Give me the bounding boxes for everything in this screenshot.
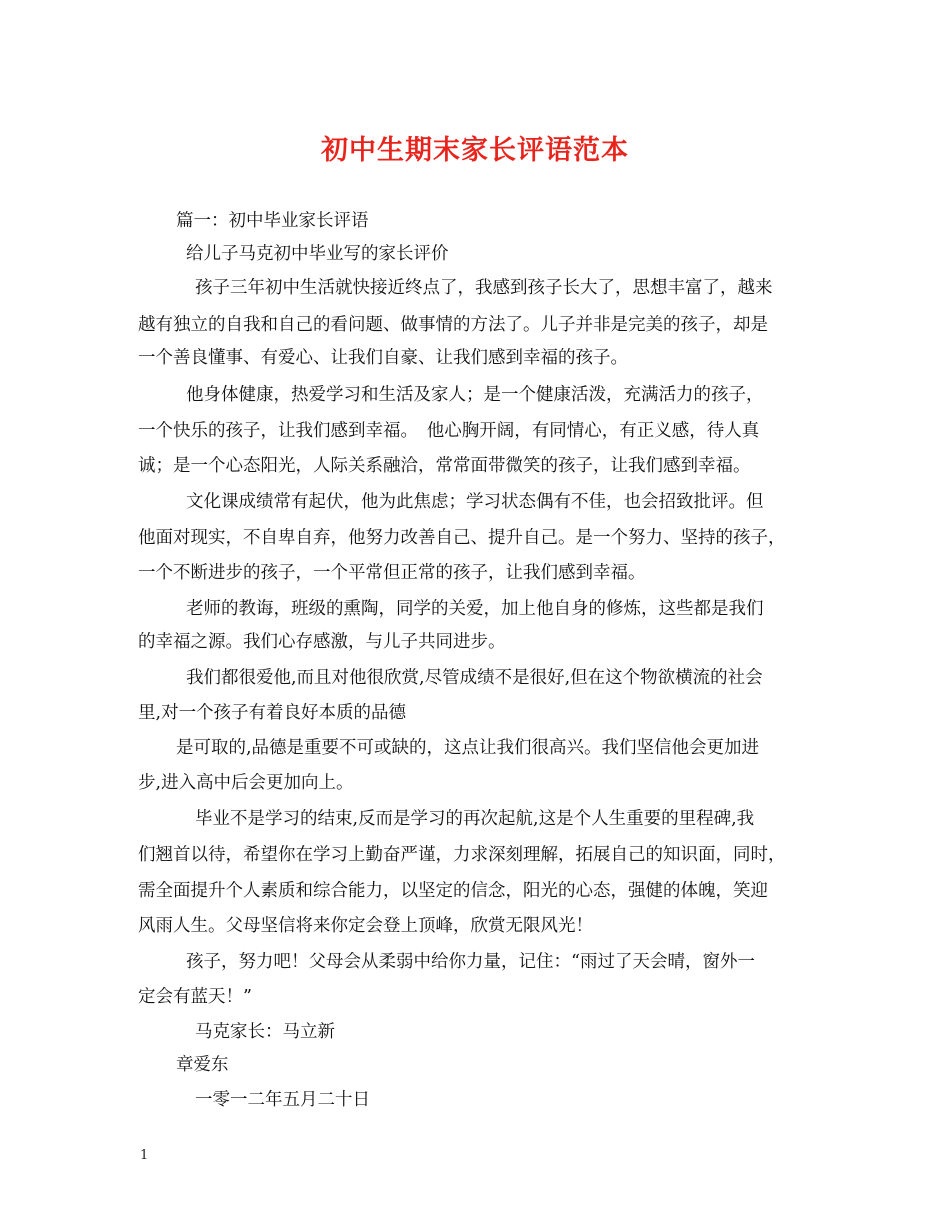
paragraph-line: 一个善良懂事、有爱心、让我们自豪、让我们感到幸福的孩子。 (138, 348, 628, 368)
paragraph-line: 一个快乐的孩子，让我们感到幸福。 他心胸开阔，有同情心，有正义感，待人真 (138, 421, 760, 441)
paragraph-line: 文化课成绩常有起伏，他为此焦虑；学习状态偶有不佳，也会招致批评。但 (186, 492, 764, 512)
paragraph-line: 他面对现实，不自卑自弃，他努力改善自己、提升自己。是一个努力、坚持的孩子， (138, 528, 786, 548)
document-title: 初中生期末家长评语范本 (321, 135, 629, 166)
paragraph-line: 老师的教诲，班级的熏陶，同学的关爱，加上他自身的修炼，这些都是我们 (186, 599, 764, 619)
paragraph-line: 需全面提升个人素质和综合能力，以坚定的信念，阳光的心态，强健的体魄，笑迎 (138, 881, 768, 901)
signature-name: 章爱东 (176, 1055, 229, 1075)
section-heading: 篇一：初中毕业家长评语 (176, 211, 369, 231)
paragraph-line: 步,进入高中后会更加向上。 (138, 773, 354, 793)
paragraph-line: 定会有蓝天！” (138, 987, 252, 1007)
paragraph-line: 一个不断进步的孩子，一个平常但正常的孩子，让我们感到幸福。 (138, 563, 646, 583)
paragraph-line: 孩子三年初中生活就快接近终点了，我感到孩子长大了，思想丰富了，越来 (195, 278, 773, 298)
paragraph-line: 我们都很爱他,而且对他很欣赏,尽管成绩不是很好,但在这个物欲横流的社会 (186, 668, 763, 688)
paragraph-line: 里,对一个孩子有着良好本质的品德 (138, 703, 407, 723)
paragraph-line: 孩子，努力吧！父母会从柔弱中给你力量，记住：“雨过了天会晴，窗外一 (186, 952, 755, 972)
paragraph-line: 他身体健康，热爱学习和生活及家人；是一个健康活泼，充满活力的孩子， (186, 385, 764, 405)
paragraph-line: 越有独立的自我和自己的看问题、做事情的方法了。儿子并非是完美的孩子，却是 (138, 315, 768, 335)
subheading: 给儿子马克初中毕业写的家长评价 (186, 244, 449, 264)
paragraph-line: 的幸福之源。我们心存感激，与儿子共同进步。 (138, 632, 506, 652)
signature-line: 马克家长：马立新 (195, 1022, 335, 1042)
paragraph-line: 是可取的,品德是重要不可或缺的，这点让我们很高兴。我们坚信他会更加进 (176, 738, 760, 758)
signature-date: 一零一二年五月二十日 (195, 1090, 370, 1110)
paragraph-line: 诚；是一个心态阳光，人际关系融洽，常常面带微笑的孩子，让我们感到幸福。 (138, 456, 751, 476)
paragraph-line: 风雨人生。父母坚信将来你定会登上顶峰，欣赏无限风光！ (138, 916, 593, 936)
page-number: 1 (140, 1148, 149, 1163)
paragraph-line: 毕业不是学习的结束,反而是学习的再次起航,这是个人生重要的里程碑,我 (195, 809, 755, 829)
paragraph-line: 们翘首以待，希望你在学习上勤奋严谨，力求深刻理解，拓展自己的知识面，同时， (138, 845, 786, 865)
